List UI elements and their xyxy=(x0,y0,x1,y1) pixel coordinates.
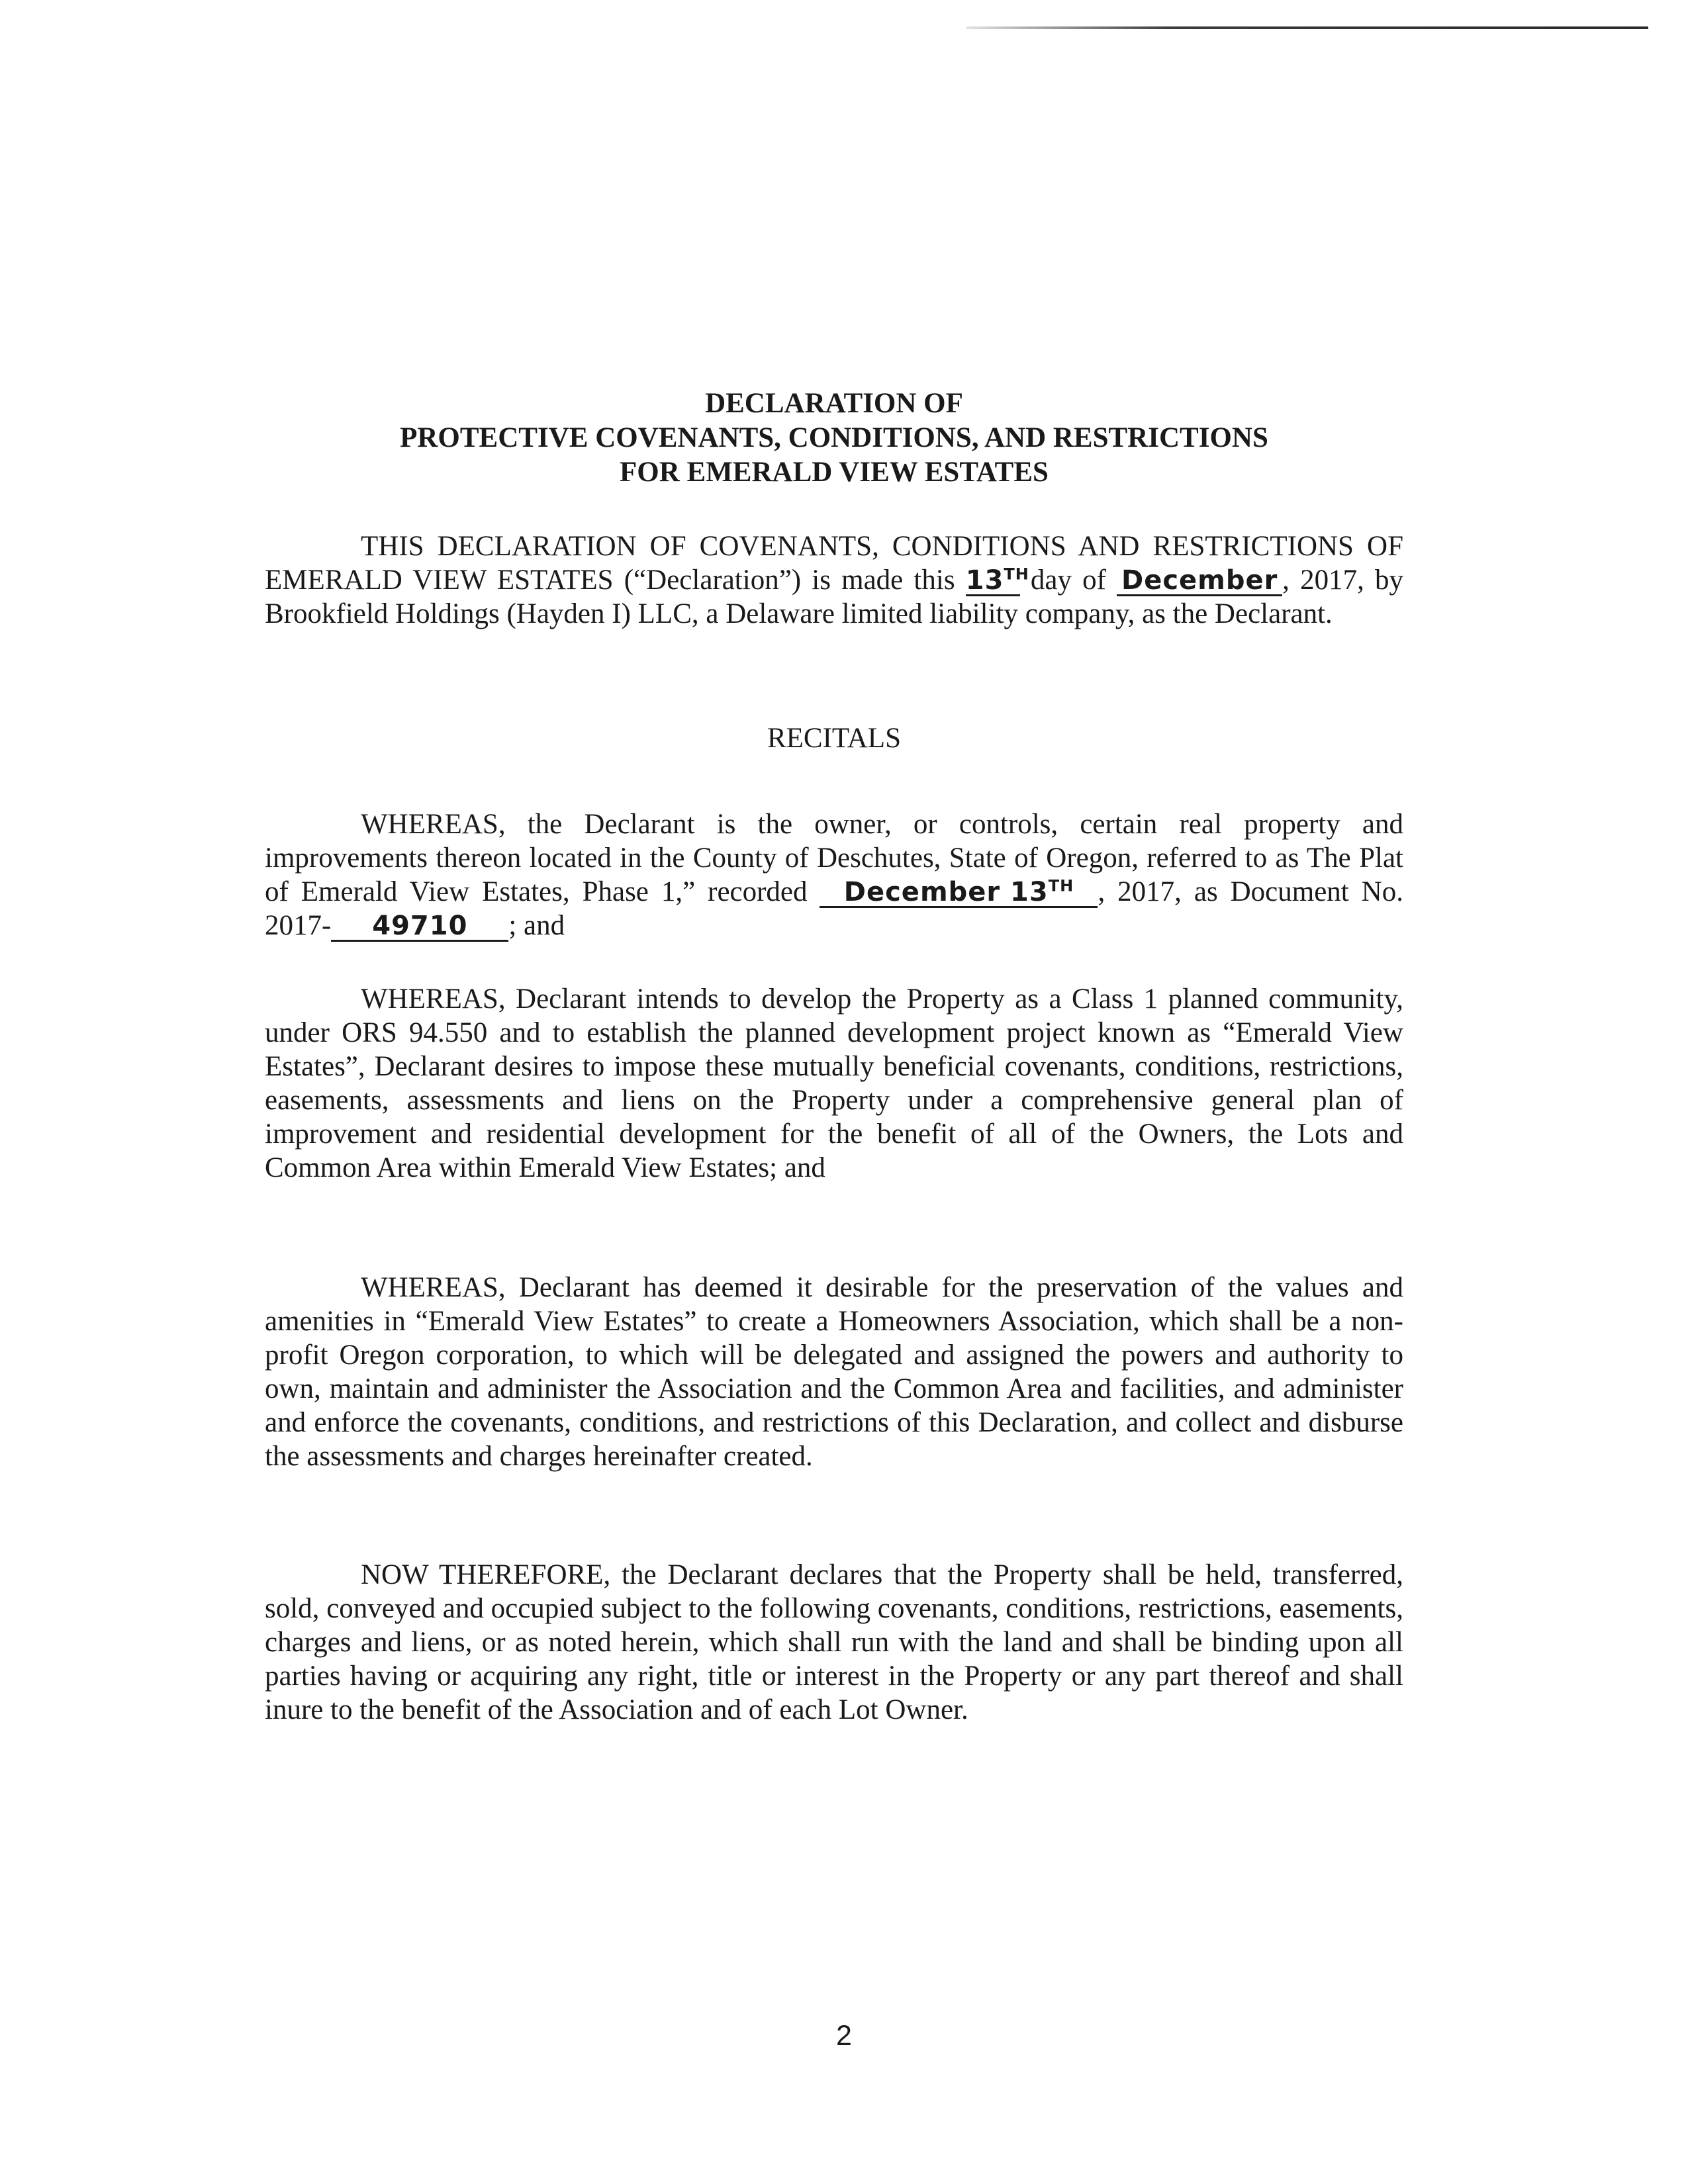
intro-paragraph xyxy=(265,529,1403,631)
intro-text-2: day of xyxy=(1030,565,1106,596)
document-number-handwritten-field: 49710 xyxy=(331,912,508,942)
recital-paragraph-3: WHEREAS, Declarant has deemed it desirable for the preservation of the values and amenities in “Emerald View Estates” to create a Homeowners Association, which shall be a non-profit Oregon corporation, to which will be delegated and assigned the powers and authority to own, maintain and administer the Association and the Common Area and facilities, and administer and enforce the covenants, conditions, and restrictions of this Declaration, and collect and disburse the assessments and charges hereinafter created. xyxy=(265,1272,1403,1472)
document-title xyxy=(265,387,1403,490)
title-line-3: FOR EMERALD VIEW ESTATES xyxy=(620,457,1049,488)
recital-1-text-after: , 2017, as Document No. 2017- xyxy=(265,876,1403,941)
scan-edge-line xyxy=(966,26,1648,29)
title-line-1: DECLARATION OF xyxy=(705,388,963,419)
title-line-2: PROTECTIVE COVENANTS, CONDITIONS, AND RESTRICTIONS xyxy=(400,422,1268,453)
day-suffix: TH xyxy=(1004,565,1029,584)
recitals-heading: RECITALS xyxy=(767,723,901,754)
recital-paragraph-1 xyxy=(265,807,1403,942)
day-handwritten-field xyxy=(965,565,1029,596)
recital-paragraph-2: WHEREAS, Declarant intends to develop the Property as a Class 1 planned community, under ORS 94.550 and to establish the planned development project known as “Emerald View Estates”, Declarant desires to impose these mutually beneficial covenants, conditions, restrictions, easements, assessments and liens on the Property under a comprehensive general plan of improvement and residential development for the benefit of all of the Owners, the Lots and Common Area within Emerald View Estates; and xyxy=(265,983,1403,1183)
recorded-date-handwritten-field xyxy=(820,878,1098,908)
month-handwritten-field: December xyxy=(1117,567,1282,596)
now-therefore-paragraph: NOW THEREFORE, the Declarant declares that the Property shall be held, transferred, sold, conveyed and occupied subject to the following covenants, conditions, restrictions, easements, charges and liens, or as noted herein, which shall run with the land and shall be binding upon all parties having or acquiring any right, title or interest in the Property or any part thereof and shall inure to the benefit of the Association and of each Lot Owner. xyxy=(265,1559,1403,1725)
day-value: 13 xyxy=(965,565,1004,596)
recital-1-text-end: ; and xyxy=(508,910,565,941)
recital-1-text: WHEREAS, the Declarant is the owner, or controls, certain real property and improvements thereon located in the County of Deschutes, State of Oregon, referred to as The Plat of Emerald View Estates, Phase 1,” recorded xyxy=(265,809,1403,907)
recorded-date-value: December 13 xyxy=(843,877,1049,907)
intro-text-1: THIS DECLARATION OF COVENANTS, CONDITIONS AND RESTRICTIONS OF EMERALD VIEW ESTATES (“Declaration”) is made this xyxy=(265,531,1403,596)
recorded-date-suffix: TH xyxy=(1048,876,1074,895)
intro-text-3: , 2017, by Brookfield Holdings (Hayden I) LLC, a Delaware limited liability company, as the Declarant. xyxy=(265,565,1403,629)
page-number: 2 xyxy=(836,2020,852,2052)
